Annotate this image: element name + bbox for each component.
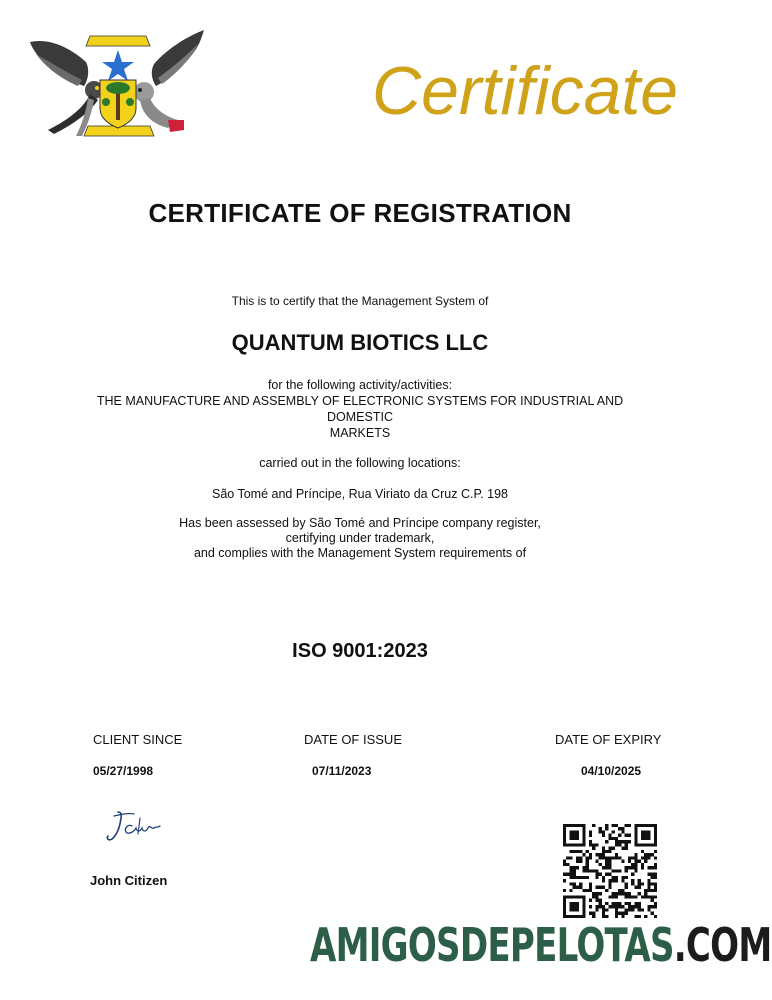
expiry-date: 04/10/2025	[581, 764, 642, 778]
issue-date: 07/11/2023	[312, 764, 372, 778]
client-since-label: CLIENT SINCE	[93, 732, 183, 747]
qr-code-icon	[563, 824, 657, 918]
company-name: QUANTUM BIOTICS LLC	[231, 330, 489, 355]
certify-line: This is to certify that the Management System of	[231, 294, 489, 308]
activity-intro: for the following activity/activities:	[267, 378, 453, 392]
assessment-line: certifying under trademark,	[285, 531, 435, 545]
watermark-name: AMIGOSDEPELOTAS	[310, 918, 674, 972]
website-watermark	[310, 918, 772, 972]
date-of-issue-label: DATE OF ISSUE	[304, 732, 402, 747]
certificate-brand-word: Certificate	[372, 53, 679, 129]
activity-line: MARKETS	[329, 426, 391, 440]
coat-of-arms-emblem	[28, 24, 206, 144]
locations-intro: carried out in the following locations:	[259, 456, 461, 470]
activity-description	[0, 393, 720, 441]
signer-name: John Citizen	[90, 873, 168, 888]
assessment-line: and complies with the Management System requirements of	[193, 546, 527, 560]
location-address: São Tomé and Príncipe, Rua Viriato da Cruz C.P. 198	[211, 487, 508, 501]
handwritten-signature	[104, 806, 164, 846]
client-since-date: 05/27/1998	[93, 764, 154, 778]
iso-standard: ISO 9001:2023	[292, 640, 428, 662]
assessment-statement	[0, 516, 720, 561]
certificate-title: CERTIFICATE OF REGISTRATION	[148, 198, 572, 228]
date-of-expiry-label: DATE OF EXPIRY	[555, 732, 662, 747]
activity-line: THE MANUFACTURE AND ASSEMBLY OF ELECTRONIC SYSTEMS FOR INDUSTRIAL AND	[96, 394, 624, 408]
watermark-tld: .COM	[673, 918, 772, 972]
assessment-line: Has been assessed by São Tomé and Príncipe company register,	[179, 516, 541, 530]
activity-line: DOMESTIC	[327, 410, 393, 424]
